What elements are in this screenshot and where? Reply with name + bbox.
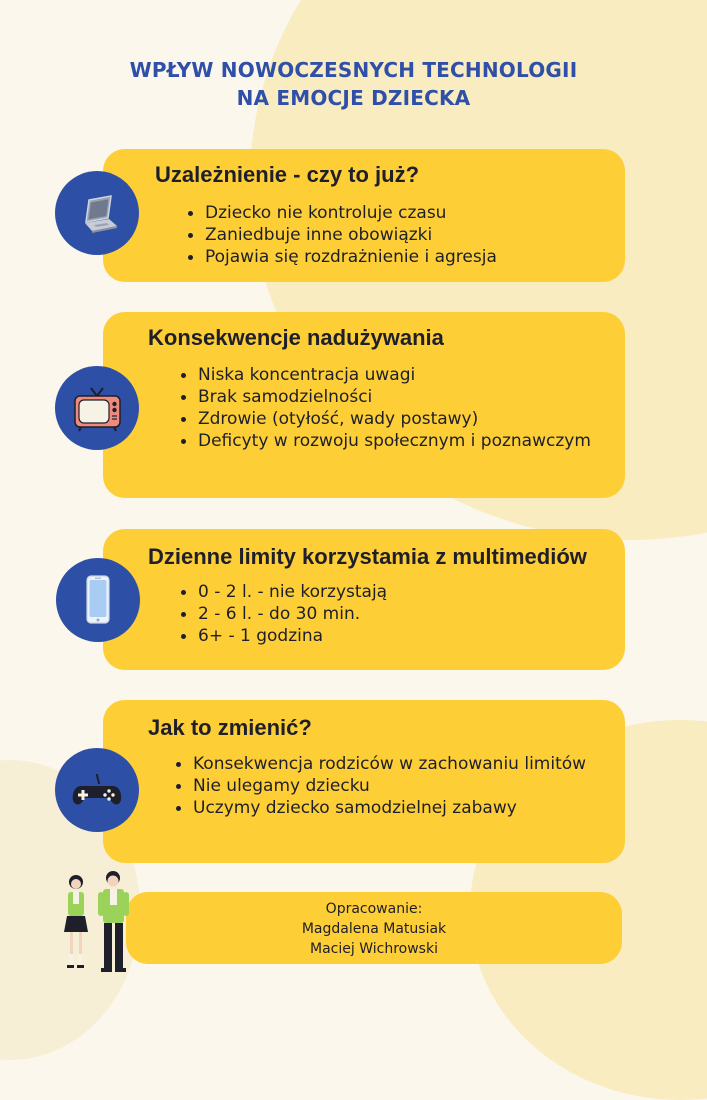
list-item: Nie ulegamy dziecku xyxy=(173,775,613,797)
section-card-daily-limits xyxy=(103,529,625,670)
bullet-list xyxy=(185,202,605,268)
list-item: Brak samodzielności xyxy=(178,386,598,408)
section-card-addiction xyxy=(103,149,625,282)
bullet-list xyxy=(178,364,598,452)
tv-icon xyxy=(55,366,139,450)
title-line-1: WPŁYW NOWOCZESNYCH TECHNOLOGII xyxy=(129,58,578,82)
list-item: 6+ - 1 godzina xyxy=(178,625,598,647)
section-card-consequences xyxy=(103,312,625,498)
list-item: Konsekwencja rodziców w zachowaniu limitów xyxy=(173,753,613,775)
list-item: 0 - 2 l. - nie korzystają xyxy=(178,581,598,603)
credits-label: Opracowanie: xyxy=(325,901,423,917)
author-name: Magdalena Matusiak xyxy=(301,921,447,937)
credits-card xyxy=(126,892,622,964)
list-item: Zaniedbuje inne obowiązki xyxy=(185,224,605,246)
page-title xyxy=(0,56,707,112)
section-card-how-to-change xyxy=(103,700,625,863)
section-heading: Jak to zmienić? xyxy=(148,715,312,740)
gamepad-icon xyxy=(55,748,139,832)
list-item: Zdrowie (otyłość, wady postawy) xyxy=(178,408,598,430)
section-heading: Konsekwencje nadużywania xyxy=(148,325,444,350)
list-item: 2 - 6 l. - do 30 min. xyxy=(178,603,598,625)
author-name: Maciej Wichrowski xyxy=(310,941,438,957)
list-item: Dziecko nie kontroluje czasu xyxy=(185,202,605,224)
list-item: Uczymy dziecko samodzielnej zabawy xyxy=(173,797,613,819)
laptop-icon xyxy=(55,171,139,255)
students-illustration xyxy=(58,868,138,980)
list-item: Deficyty w rozwoju społecznym i poznawczym xyxy=(178,430,598,452)
list-item: Niska koncentracja uwagi xyxy=(178,364,598,386)
smartphone-icon xyxy=(56,558,140,642)
section-heading: Uzależnienie - czy to już? xyxy=(155,162,420,187)
bullet-list xyxy=(178,581,598,647)
section-heading: Dzienne limity korzystamia z multimediów xyxy=(148,544,587,569)
list-item: Pojawia się rozdrażnienie i agresja xyxy=(185,246,605,268)
bullet-list xyxy=(173,753,613,819)
title-line-2: NA EMOCJE DZIECKA xyxy=(236,86,471,110)
